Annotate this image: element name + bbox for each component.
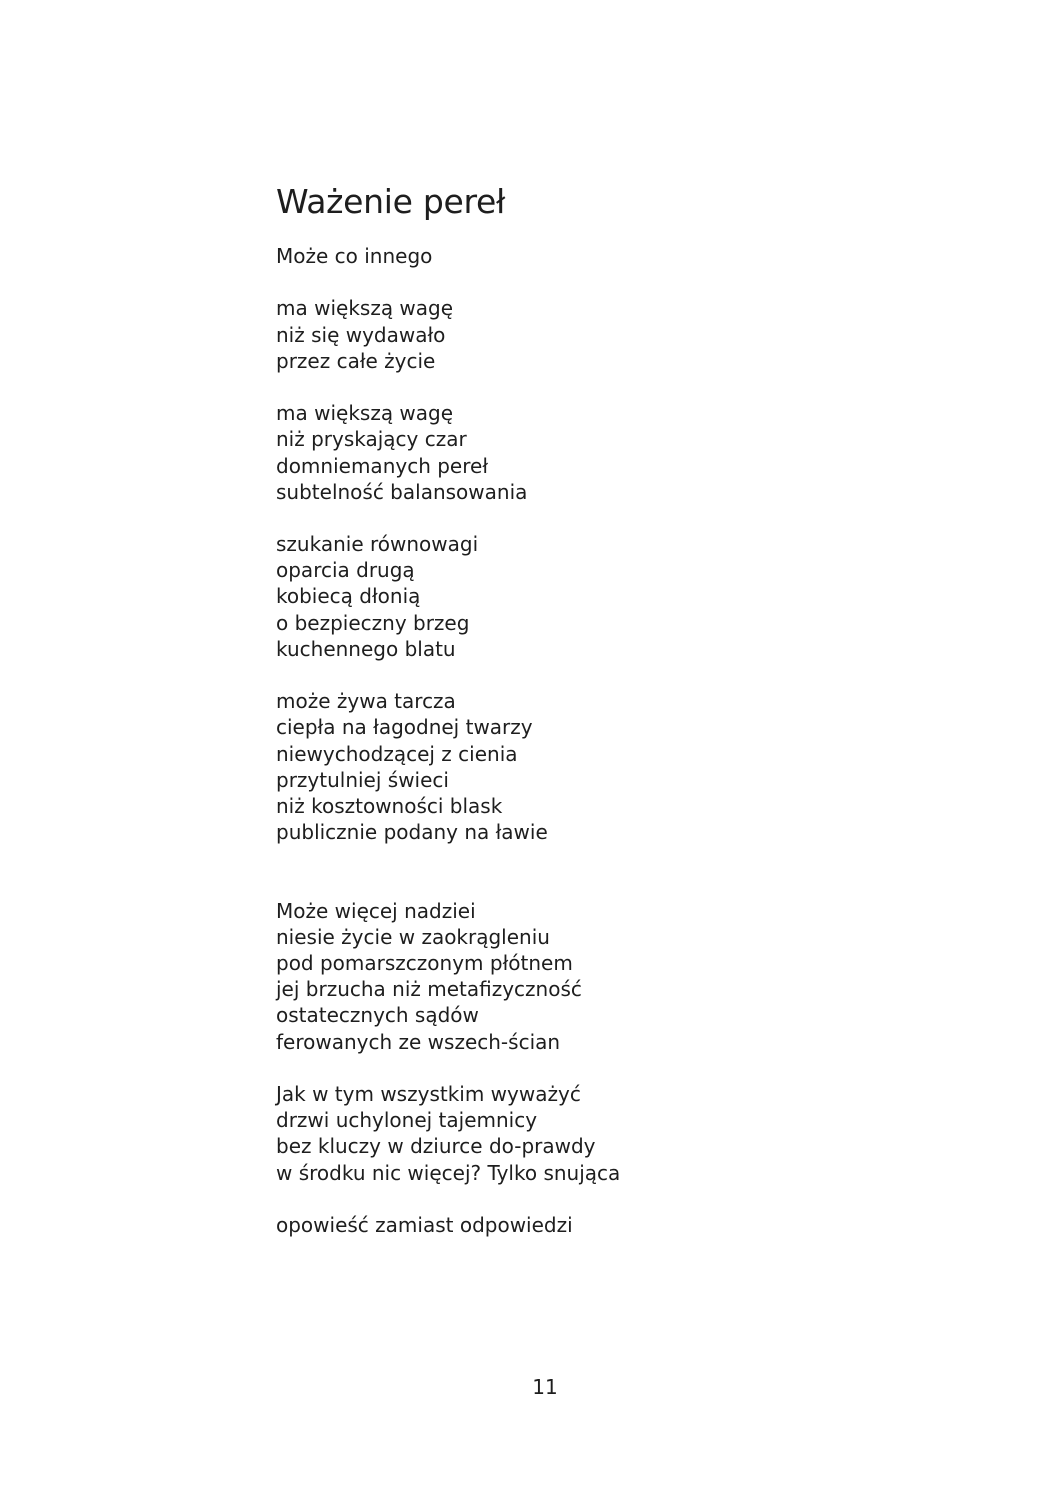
poem-line: bez kluczy w dziurce do-prawdy [276, 1134, 596, 1159]
poem-line: oparcia drugą [276, 558, 415, 583]
stanza [276, 1081, 620, 1186]
poem-line: domniemanych pereł [276, 453, 489, 478]
poem-line: ostatecznych sądów [276, 1003, 479, 1028]
poem-line: Jak w tym wszystkim wyważyć [276, 1082, 581, 1107]
poem-line: ciepła na łagodnej twarzy [276, 715, 533, 740]
poem-line: kuchennego blatu [276, 636, 456, 661]
poem-line: szukanie równowagi [276, 532, 479, 557]
poem-line: niesie życie w zaokrągleniu [276, 924, 550, 949]
poem-line: kobiecą dłonią [276, 584, 421, 609]
stanza [276, 295, 620, 374]
poem-line: opowieść zamiast odpowiedzi [276, 1212, 573, 1237]
poem-title: Ważenie pereł [276, 182, 506, 221]
poem-line: Może więcej nadziei [276, 898, 476, 923]
poem-line: subtelność balansowania [276, 479, 528, 504]
stanza [276, 400, 620, 505]
poem-line: ma większą wagę [276, 296, 454, 321]
poem-line: drzwi uchylonej tajemnicy [276, 1108, 538, 1133]
poem-line: pod pomarszczonym płótnem [276, 951, 573, 976]
poem-line: niż pryskający czar [276, 427, 467, 452]
poem-line: ferowanych ze wszech-ścian [276, 1029, 561, 1054]
stanza [276, 688, 620, 845]
poem-line: jej brzucha niż metafizyczność [276, 977, 582, 1002]
poem-line: niewychodzącej z cienia [276, 741, 518, 766]
poem-line: przez całe życie [276, 348, 436, 373]
poem-line: ma większą wagę [276, 401, 454, 426]
stanza [276, 531, 620, 662]
poem-line: Może co innego [276, 244, 433, 268]
poem-body [276, 243, 620, 1238]
poem-line: może żywa tarcza [276, 689, 456, 714]
stanza [276, 243, 620, 269]
stanza [276, 1212, 620, 1238]
page-number: 11 [532, 1375, 558, 1399]
poem-line: w środku nic więcej? Tylko snująca [276, 1160, 621, 1185]
poem-line: o bezpieczny brzeg [276, 610, 470, 635]
poem-line: przytulniej świeci [276, 767, 449, 792]
poem-line: niż kosztowności blask [276, 793, 503, 818]
stanza [276, 898, 620, 1055]
poem-line: niż się wydawało [276, 322, 446, 347]
poem-line: publicznie podany na ławie [276, 820, 548, 845]
